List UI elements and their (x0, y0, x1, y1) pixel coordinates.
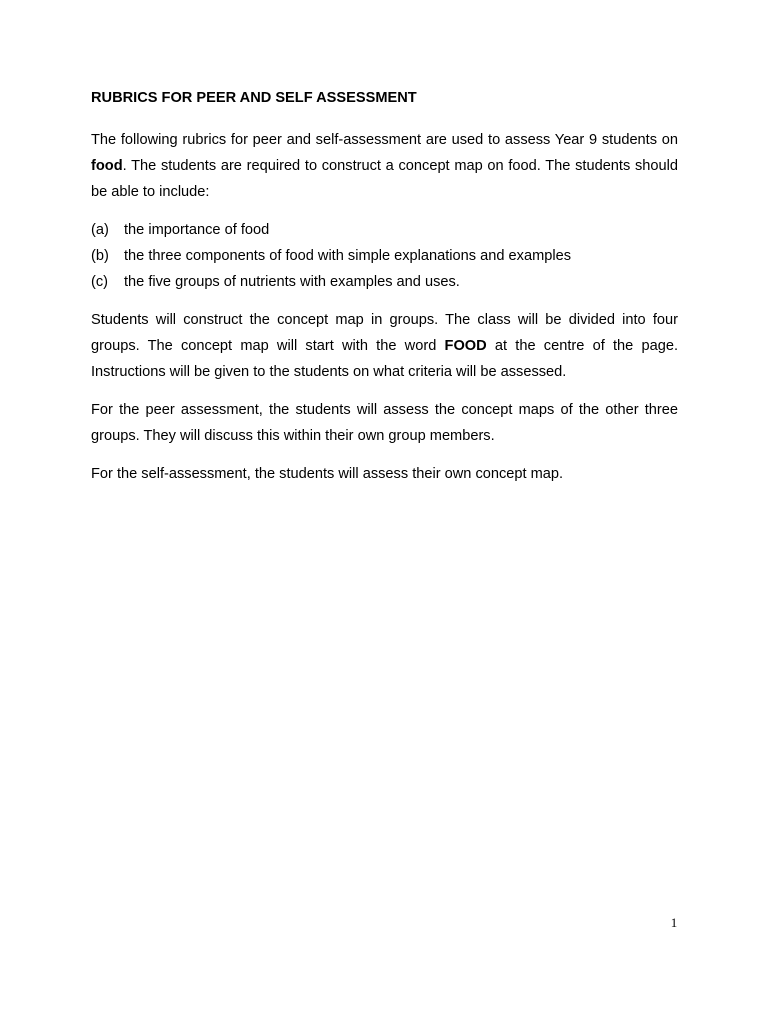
list-item (91, 269, 678, 295)
groups-paragraph (91, 307, 678, 385)
groups-bold-word: FOOD (444, 338, 487, 354)
list-item (91, 243, 678, 269)
list-item-text: the importance of food (124, 222, 270, 238)
intro-text-end: . The students are required to construct a concept map on food. The students should be able to include: (91, 158, 678, 200)
document-body (91, 88, 678, 499)
criteria-list (91, 217, 678, 295)
list-item-marker: (b) (91, 248, 109, 264)
self-assessment-paragraph: For the self-assessment, the students will assess their own concept map. (91, 466, 564, 482)
peer-assessment-paragraph: For the peer assessment, the students will assess the concept maps of the other three groups. They will discuss this within their own group members. (91, 402, 678, 444)
groups-text-end: at the centre of the page. Instructions will be given to the students on what criteria will be assessed. (91, 338, 678, 380)
intro-paragraph (91, 127, 678, 205)
list-item-text: the three components of food with simple explanations and examples (124, 248, 571, 264)
page-number: 1 (670, 915, 678, 930)
list-item-text: the five groups of nutrients with examples and uses. (124, 274, 460, 290)
intro-text-start: The following rubrics for peer and self-assessment are used to assess Year 9 students on (91, 132, 678, 148)
document-heading: RUBRICS FOR PEER AND SELF ASSESSMENT (91, 90, 417, 106)
list-item-marker: (a) (91, 222, 109, 238)
list-item-marker: (c) (91, 274, 109, 290)
list-item (91, 217, 678, 243)
intro-bold-word: food (91, 158, 123, 174)
groups-text-start: Students will construct the concept map in groups. The class will be divided into four groups. The concept map will start with the word (91, 312, 678, 354)
